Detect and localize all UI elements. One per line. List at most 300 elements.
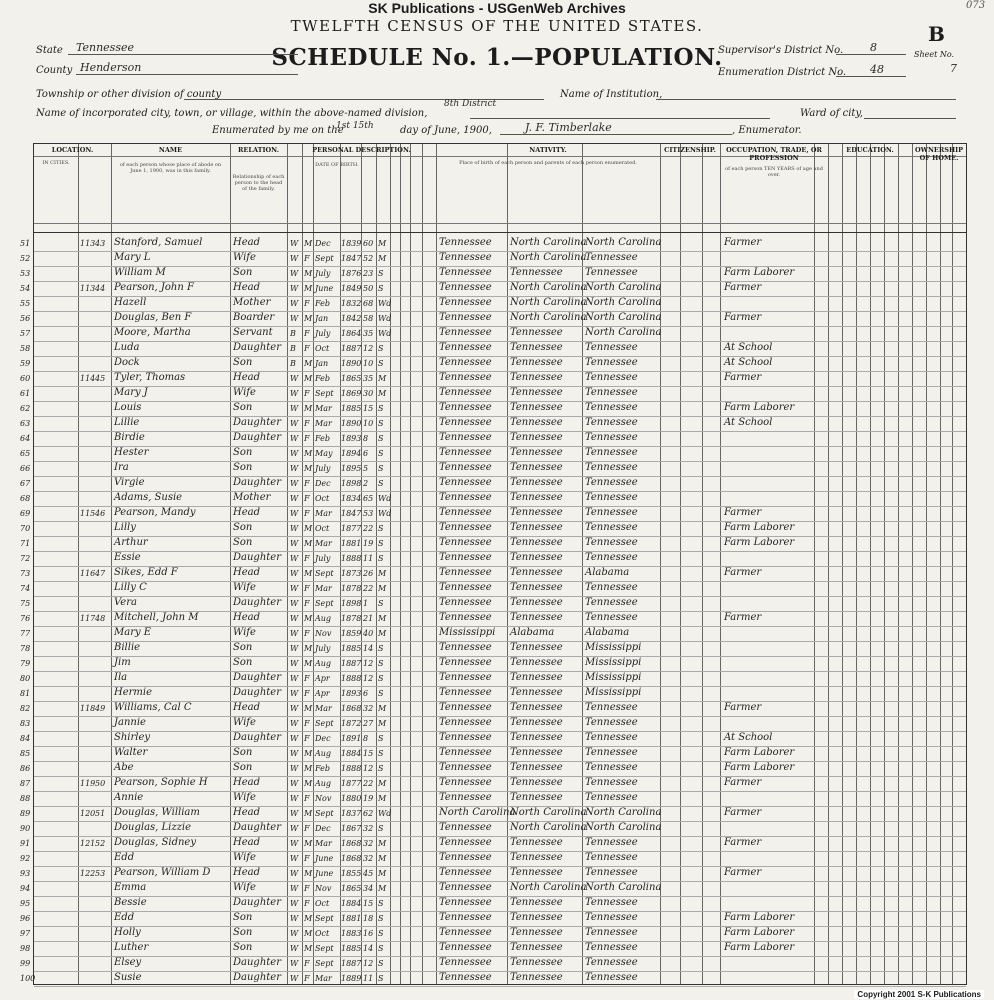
person-name: Lillie: [114, 417, 140, 428]
dwelling-number: 116: [80, 569, 96, 578]
family-number: 47: [95, 569, 106, 578]
relation: Mother: [233, 492, 271, 503]
age: 11: [363, 554, 374, 563]
marital-condition: S: [378, 959, 384, 968]
mother-birthplace: Tennessee: [585, 597, 638, 608]
birthplace: Tennessee: [439, 552, 492, 563]
person-name: Mitchell, John M: [114, 612, 199, 623]
birthplace: Tennessee: [439, 837, 492, 848]
person-name: Emma: [114, 882, 147, 893]
line-number: 89: [20, 809, 31, 818]
birth-month: Oct: [315, 899, 330, 908]
father-birthplace: Tennessee: [510, 912, 563, 923]
relation: Son: [233, 912, 253, 923]
relation: Head: [233, 837, 261, 848]
birth-month: Feb: [315, 764, 330, 773]
table-row: [20, 656, 966, 671]
person-name: Douglas, Sidney: [114, 837, 196, 848]
subheader-name-desc: of each person whose place of abode on June 1, 1900, was in this family.: [119, 162, 222, 174]
mother-birthplace: Tennessee: [585, 867, 638, 878]
birth-month: May: [315, 449, 333, 458]
birthplace: Tennessee: [439, 822, 492, 833]
birthplace: Tennessee: [439, 387, 492, 398]
relation: Son: [233, 357, 253, 368]
father-birthplace: Tennessee: [510, 702, 563, 713]
marital-condition: S: [378, 764, 384, 773]
person-name: Ira: [114, 462, 129, 473]
table-row: [20, 401, 966, 416]
mother-birthplace: Tennessee: [585, 552, 638, 563]
line-number: 100: [20, 974, 36, 983]
birth-month: July: [315, 329, 331, 338]
line-number: 52: [20, 254, 31, 263]
subheader-relation-desc: Relationship of each person to the head of the family.: [232, 174, 285, 192]
line-number: 68: [20, 494, 31, 503]
birthplace: Tennessee: [439, 702, 492, 713]
birthplace: Tennessee: [439, 342, 492, 353]
relation: Daughter: [233, 552, 281, 563]
birth-month: Mar: [315, 404, 332, 413]
father-birthplace: Tennessee: [510, 522, 563, 533]
sex: M: [304, 809, 313, 818]
birth-month: Aug: [315, 779, 332, 788]
enumerated-day: 1st 15th: [336, 121, 374, 131]
birthplace: Tennessee: [439, 372, 492, 383]
father-birthplace: Tennessee: [510, 747, 563, 758]
person-name: Pearson, Sophie H: [114, 777, 208, 788]
person-name: Luther: [114, 942, 149, 953]
birthplace: Tennessee: [439, 492, 492, 503]
occupation: At School: [724, 417, 773, 428]
sex: F: [304, 899, 310, 908]
birth-year: 1855: [341, 869, 362, 878]
mother-birthplace: Tennessee: [585, 492, 638, 503]
occupation: Farmer: [724, 282, 762, 293]
county-label: County: [36, 65, 73, 76]
mother-birthplace: Tennessee: [585, 972, 638, 983]
birth-year: 1839: [341, 239, 362, 248]
relation: Daughter: [233, 477, 281, 488]
birthplace: Tennessee: [439, 642, 492, 653]
color: W: [290, 704, 299, 713]
age: 52: [363, 254, 374, 263]
sex: M: [304, 524, 313, 533]
father-birthplace: Tennessee: [510, 717, 563, 728]
occupation: Farmer: [724, 567, 762, 578]
sex: F: [304, 884, 310, 893]
birth-year: 1881: [341, 914, 362, 923]
line-number: 74: [20, 584, 31, 593]
age: 15: [363, 404, 374, 413]
state-value: Tennessee: [76, 41, 134, 54]
mother-birthplace: Tennessee: [585, 372, 638, 383]
person-name: Louis: [114, 402, 142, 413]
birthplace: Tennessee: [439, 417, 492, 428]
occupation: Farm Laborer: [724, 522, 795, 533]
sex: F: [304, 254, 310, 263]
county-value: Henderson: [80, 61, 142, 74]
line-number: 97: [20, 929, 31, 938]
person-name: Arthur: [114, 537, 148, 548]
age: 50: [363, 284, 374, 293]
birthplace: Tennessee: [439, 687, 492, 698]
enumerator-name: J. F. Timberlake: [525, 121, 612, 134]
birth-year: 1832: [341, 299, 362, 308]
state-label: State: [36, 45, 63, 56]
enumerated-suffix: day of June, 1900,: [400, 125, 492, 136]
birth-month: Sept: [315, 914, 334, 923]
marital-condition: S: [378, 929, 384, 938]
birthplace: Tennessee: [439, 477, 492, 488]
table-row: [20, 836, 966, 851]
marital-condition: S: [378, 419, 384, 428]
birth-month: Aug: [315, 749, 332, 758]
person-name: Holly: [114, 927, 141, 938]
table-row: [20, 746, 966, 761]
table-row: [20, 686, 966, 701]
marital-condition: Wd: [378, 314, 392, 323]
birthplace: Tennessee: [439, 432, 492, 443]
table-row: [20, 611, 966, 626]
mother-birthplace: North Carolina: [585, 822, 662, 833]
birthplace: Tennessee: [439, 747, 492, 758]
line-number: 53: [20, 269, 31, 278]
enumeration-value: 48: [870, 63, 884, 76]
relation: Wife: [233, 882, 256, 893]
marital-condition: M: [378, 884, 387, 893]
birthplace: Tennessee: [439, 357, 492, 368]
mother-birthplace: Tennessee: [585, 582, 638, 593]
father-birthplace: North Carolina: [510, 822, 587, 833]
birth-month: Feb: [315, 434, 330, 443]
birth-year: 1865: [341, 884, 362, 893]
occupation: At School: [724, 342, 773, 353]
table-row: [20, 251, 966, 266]
color: W: [290, 959, 299, 968]
birth-year: 1867: [341, 824, 362, 833]
birth-year: 1889: [341, 974, 362, 983]
birth-year: 1865: [341, 374, 362, 383]
mother-birthplace: Mississippi: [585, 672, 642, 683]
birth-year: 1885: [341, 944, 362, 953]
relation: Head: [233, 777, 261, 788]
father-birthplace: Tennessee: [510, 402, 563, 413]
mother-birthplace: Tennessee: [585, 852, 638, 863]
birthplace: Tennessee: [439, 852, 492, 863]
birthplace: Tennessee: [439, 327, 492, 338]
color: W: [290, 464, 299, 473]
marital-condition: S: [378, 404, 384, 413]
age: 19: [363, 794, 374, 803]
person-name: Lilly: [114, 522, 136, 533]
color: W: [290, 809, 299, 818]
relation: Son: [233, 402, 253, 413]
birth-month: Mar: [315, 539, 332, 548]
birthplace: Tennessee: [439, 537, 492, 548]
sex: M: [304, 614, 313, 623]
mother-birthplace: Tennessee: [585, 447, 638, 458]
line-number: 80: [20, 674, 31, 683]
person-name: Edd: [114, 852, 135, 863]
table-row: [20, 311, 966, 326]
line-number: 51: [20, 239, 31, 248]
relation: Daughter: [233, 897, 281, 908]
color: W: [290, 794, 299, 803]
color: W: [290, 389, 299, 398]
person-name: Edd: [114, 912, 135, 923]
corner-mark: 073: [966, 0, 986, 11]
birth-year: 1877: [341, 779, 362, 788]
birth-year: 1887: [341, 344, 362, 353]
family-number: 44: [95, 284, 106, 293]
age: 45: [363, 869, 374, 878]
age: 12: [363, 659, 374, 668]
sex: M: [304, 449, 313, 458]
birth-month: Dec: [315, 239, 331, 248]
sex: M: [304, 839, 313, 848]
line-number: 56: [20, 314, 31, 323]
mother-birthplace: Tennessee: [585, 462, 638, 473]
color: W: [290, 434, 299, 443]
color: W: [290, 929, 299, 938]
age: 10: [363, 419, 374, 428]
line-number: 93: [20, 869, 31, 878]
color: W: [290, 584, 299, 593]
father-birthplace: Tennessee: [510, 657, 563, 668]
birth-year: 1878: [341, 614, 362, 623]
father-birthplace: Tennessee: [510, 732, 563, 743]
occupation: At School: [724, 357, 773, 368]
sex: F: [304, 389, 310, 398]
age: 26: [363, 569, 374, 578]
birthplace: Tennessee: [439, 522, 492, 533]
person-name: Mary J: [114, 387, 148, 398]
marital-condition: Wd: [378, 809, 392, 818]
age: 15: [363, 749, 374, 758]
age: 30: [363, 389, 374, 398]
supervisor-label: Supervisor's District No.: [718, 45, 844, 56]
sex: F: [304, 854, 310, 863]
supervisor-value: 8: [870, 41, 877, 54]
birth-year: 1888: [341, 554, 362, 563]
color: B: [290, 329, 296, 338]
mother-birthplace: Alabama: [585, 567, 630, 578]
birth-year: 1890: [341, 359, 362, 368]
person-name: Williams, Cal C: [114, 702, 192, 713]
occupation: Farm Laborer: [724, 762, 795, 773]
relation: Daughter: [233, 732, 281, 743]
line-number: 69: [20, 509, 31, 518]
line-number: 81: [20, 689, 31, 698]
line-number: 76: [20, 614, 31, 623]
relation: Head: [233, 567, 261, 578]
color: B: [290, 344, 296, 353]
birthplace: Tennessee: [439, 762, 492, 773]
table-row: [20, 581, 966, 596]
table-row: [20, 371, 966, 386]
sex: M: [304, 869, 313, 878]
relation: Head: [233, 507, 261, 518]
person-name: Susie: [114, 972, 142, 983]
marital-condition: M: [378, 869, 387, 878]
birth-year: 1881: [341, 539, 362, 548]
occupation: Farm Laborer: [724, 927, 795, 938]
enumerator-label: , Enumerator.: [732, 125, 802, 136]
marital-condition: M: [378, 629, 387, 638]
table-row: [20, 296, 966, 311]
occupation: Farm Laborer: [724, 402, 795, 413]
birth-month: Oct: [315, 524, 330, 533]
birthplace: Tennessee: [439, 582, 492, 593]
mother-birthplace: Tennessee: [585, 792, 638, 803]
age: 62: [363, 809, 374, 818]
father-birthplace: Tennessee: [510, 432, 563, 443]
copyright-footer: Copyright 2001 S-K Publications: [854, 990, 984, 999]
section-location: LOCATION.: [51, 146, 94, 154]
color: W: [290, 254, 299, 263]
section-education: EDUCATION.: [846, 146, 894, 154]
birth-year: 1880: [341, 794, 362, 803]
family-number: 51: [95, 809, 106, 818]
relation: Wife: [233, 852, 256, 863]
father-birthplace: Tennessee: [510, 852, 563, 863]
marital-condition: S: [378, 899, 384, 908]
birthplace: North Carolina: [439, 807, 516, 818]
person-name: Hazell: [114, 297, 147, 308]
father-birthplace: North Carolina: [510, 312, 587, 323]
father-birthplace: North Carolina: [510, 807, 587, 818]
birthplace: Tennessee: [439, 912, 492, 923]
person-name: Pearson, John F: [114, 282, 194, 293]
table-row: [20, 491, 966, 506]
line-number: 58: [20, 344, 31, 353]
table-row: [20, 266, 966, 281]
relation: Mother: [233, 297, 271, 308]
father-birthplace: North Carolina: [510, 252, 587, 263]
census-title: TWELFTH CENSUS OF THE UNITED STATES.: [290, 17, 704, 35]
table-row: [20, 866, 966, 881]
birth-year: 1888: [341, 674, 362, 683]
birth-month: Jan: [315, 314, 329, 323]
age: 14: [363, 644, 374, 653]
birth-month: Aug: [315, 659, 332, 668]
occupation: At School: [724, 732, 773, 743]
table-row: [20, 881, 966, 896]
marital-condition: S: [378, 749, 384, 758]
family-number: 48: [95, 614, 106, 623]
birth-month: Oct: [315, 344, 330, 353]
birth-month: July: [315, 554, 331, 563]
mother-birthplace: Tennessee: [585, 252, 638, 263]
birth-year: 1868: [341, 854, 362, 863]
person-name: Moore, Martha: [114, 327, 191, 338]
birthplace: Tennessee: [439, 972, 492, 983]
line-number: 85: [20, 749, 31, 758]
person-name: William M: [114, 267, 166, 278]
marital-condition: S: [378, 284, 384, 293]
table-row: [20, 326, 966, 341]
line-number: 78: [20, 644, 31, 653]
relation: Wife: [233, 717, 256, 728]
line-number: 77: [20, 629, 31, 638]
color: W: [290, 419, 299, 428]
color: W: [290, 644, 299, 653]
sex: F: [304, 599, 310, 608]
age: 21: [363, 614, 374, 623]
age: 53: [363, 509, 374, 518]
birth-year: 1834: [341, 494, 362, 503]
mother-birthplace: Alabama: [585, 627, 630, 638]
dwelling-number: 114: [80, 374, 96, 383]
family-number: 45: [95, 374, 106, 383]
mother-birthplace: Tennessee: [585, 612, 638, 623]
birthplace: Tennessee: [439, 957, 492, 968]
birthplace: Tennessee: [439, 672, 492, 683]
line-number: 73: [20, 569, 31, 578]
father-birthplace: Tennessee: [510, 477, 563, 488]
mother-birthplace: Tennessee: [585, 747, 638, 758]
sex: M: [304, 284, 313, 293]
sex: F: [304, 299, 310, 308]
person-name: Jim: [114, 657, 131, 668]
mother-birthplace: Tennessee: [585, 777, 638, 788]
birth-month: Sept: [315, 944, 334, 953]
birth-month: Sept: [315, 719, 334, 728]
birth-year: 1847: [341, 254, 362, 263]
birthplace: Tennessee: [439, 447, 492, 458]
sex: F: [304, 629, 310, 638]
line-number: 71: [20, 539, 31, 548]
birth-month: June: [315, 854, 334, 863]
sex: M: [304, 779, 313, 788]
birth-year: 1893: [341, 689, 362, 698]
color: W: [290, 884, 299, 893]
mother-birthplace: Tennessee: [585, 702, 638, 713]
father-birthplace: Tennessee: [510, 447, 563, 458]
age: 5: [363, 464, 369, 473]
sex: F: [304, 674, 310, 683]
person-name: Bessie: [114, 897, 147, 908]
mother-birthplace: Tennessee: [585, 927, 638, 938]
subheader-in-cities: IN CITIES.: [42, 160, 70, 166]
birth-month: Nov: [315, 884, 332, 893]
sheet-value: 7: [950, 62, 957, 75]
line-number: 91: [20, 839, 31, 848]
line-number: 67: [20, 479, 31, 488]
color: W: [290, 914, 299, 923]
mother-birthplace: Mississippi: [585, 657, 642, 668]
color: W: [290, 299, 299, 308]
occupation: Farmer: [724, 372, 762, 383]
relation: Head: [233, 282, 261, 293]
father-birthplace: Tennessee: [510, 417, 563, 428]
birth-month: Sept: [315, 959, 334, 968]
table-row: [20, 356, 966, 371]
birth-month: Aug: [315, 614, 332, 623]
age: 10: [363, 359, 374, 368]
age: 32: [363, 839, 374, 848]
sex: F: [304, 434, 310, 443]
color: W: [290, 284, 299, 293]
father-birthplace: Tennessee: [510, 492, 563, 503]
birth-month: Mar: [315, 839, 332, 848]
birth-year: 1837: [341, 809, 362, 818]
father-birthplace: Tennessee: [510, 342, 563, 353]
table-row: [20, 566, 966, 581]
age: 6: [363, 689, 369, 698]
marital-condition: M: [378, 794, 387, 803]
mother-birthplace: Tennessee: [585, 477, 638, 488]
